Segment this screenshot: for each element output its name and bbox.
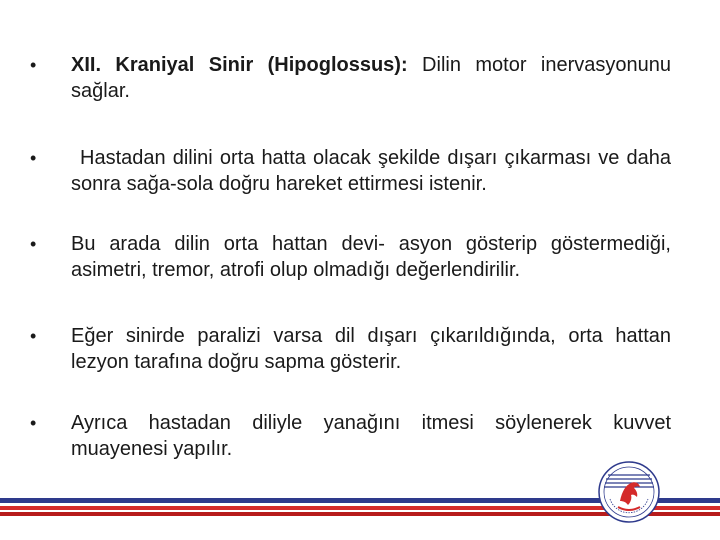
bullet-text: Eğer sinirde paralizi varsa dil dışarı çıkarıldığında, orta hattan lezyon tarafına doğru sapma gösterir. — [71, 325, 671, 373]
bullet-dot: • — [30, 413, 37, 433]
bullet-body: Dilin motor inervasyonunu sağlar. — [71, 54, 671, 102]
bullet-text: Ayrıca hastadan diliyle yanağını itmesi söylenerek kuvvet muayenesi yapılır. — [71, 412, 671, 460]
bullet-dot: • — [30, 148, 37, 168]
bullet-bold-lead: XII. Kraniyal Sinir (Hipoglossus): — [71, 54, 408, 76]
bullet-dot: • — [30, 234, 37, 254]
bullet-text: Bu arada dilin orta hattan devi- asyon gösterip göstermediği, asimetri, tremor, atrofi olup olmadığı değerlendirilir. — [71, 233, 671, 281]
bullet-dot: • — [30, 326, 37, 346]
bullet-text — [71, 52, 671, 104]
university-emblem-icon — [598, 461, 660, 523]
bullet-text: Hastadan dilini orta hatta olacak şekilde dışarı çıkarması ve daha sonra sağa-sola doğru hareket ettirmesi istenir. — [71, 147, 671, 195]
bullet-dot: • — [30, 55, 37, 75]
